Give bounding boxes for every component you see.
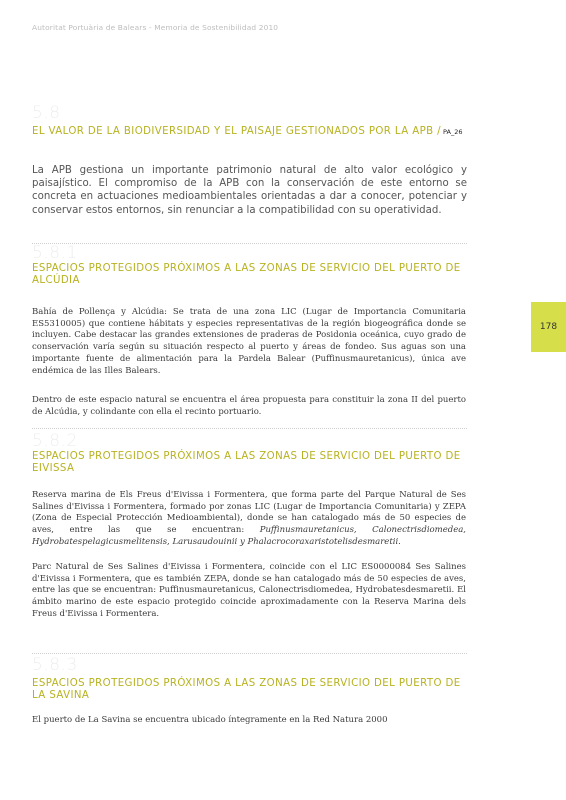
section-title [32,126,472,139]
section-divider [32,428,467,429]
section-number: 5.8.1 [32,243,78,263]
body-paragraph: Parc Natural de Ses Salines d'Eivissa i Formentera, coincide con el LIC ES0000084 Ses Salines d'Eivissa i Formentera, que es también ZEPA, donde se han catalogado más de 50 especies de aves, entre las que se encuentran: Puffinusmauretanicus, Calonectrisdiomedea, Hydrobatesdesmaretii. El ámbito marino de este espacio protegido coincide aproximadamente con la Reserva Marina dels Freus d'Eivissa i Formentera. [32,562,466,619]
section-title-text: EL VALOR DE LA BIODIVERSIDAD Y EL PAISAJE GESTIONADOS POR LA APB / [32,126,442,137]
section-number: 5.8.3 [32,655,78,675]
body-paragraph: Bahía de Pollença y Alcúdia: Se trata de una zona LIC (Lugar de Importancia Comunitaria ES5310005) que contiene hábitats y especies representativas de la región biogeográfica donde se incluyen. Cabe destacar las grandes extensiones de praderas de Posidonia oceánica, cuyo grado de conservación varía según su situación respecto al puerto y áreas de fondeo. Sus aguas son una importante fuente de alimentación para la Pardela Balear (Puffinusmauretanicus), única ave endémica de las Illes Balears. [32,307,466,376]
body-paragraph: El puerto de La Savina se encuentra ubicado íntegramente en la Red Natura 2000 [32,715,388,725]
section-title: ESPACIOS PROTEGIDOS PRÓXIMOS A LAS ZONAS DE SERVICIO DEL PUERTO DE EIVISSA [32,451,461,474]
section-divider [32,243,467,244]
species-list: Puffinusmauretanicus, Calonectrisdiomedea, Hydrobatespelagicusmelitensis, Larusaudouinii y Phalacrocoraxaristotelisdesmaretii. [32,525,466,547]
intro-paragraph: La APB gestiona un importante patrimonio natural de alto valor ecológico y paisajístico. El compromiso de la APB con la conservación de este entorno se concreta en actuaciones medioambientales orientadas a dar a conocer, potenciar y conservar estos entornos, sin renunciar a la compatibilidad con su operatividad. [32,165,467,216]
gri-code: PA_26 [443,128,463,136]
body-paragraph: Dentro de este espacio natural se encuentra el área propuesta para constituir la zona II del puerto de Alcúdia, y colindante con ella el recinto portuario. [32,395,466,417]
section-title: ESPACIOS PROTEGIDOS PRÓXIMOS A LAS ZONAS DE SERVICIO DEL PUERTO DE ALCÚDIA [32,263,461,286]
paragraph-text: Reserva marina de Els Freus d'Eivissa i Formentera, que forma parte del Parque Natural de Ses Salines d'Eivissa i Formentera, formado por zonas LIC (Lugar de Importancia Comunitaria) y ZEPA (Zona de Especial Protección Medioambiental), donde se han catalogado más de 50 especies de aves, entre las que se encuentran: [32,490,466,536]
running-header: Autoritat Portuària de Balears - Memoria de Sostenibilidad 2010 [32,23,279,32]
section-title: ESPACIOS PROTEGIDOS PRÓXIMOS A LAS ZONAS DE SERVICIO DEL PUERTO DE LA SAVINA [32,678,461,701]
section-number: 5.8 [32,103,61,123]
page-number-tab [531,302,566,352]
body-paragraph [32,490,466,549]
section-divider [32,653,467,654]
section-number: 5.8.2 [32,431,78,451]
page-number: 178 [539,322,558,332]
